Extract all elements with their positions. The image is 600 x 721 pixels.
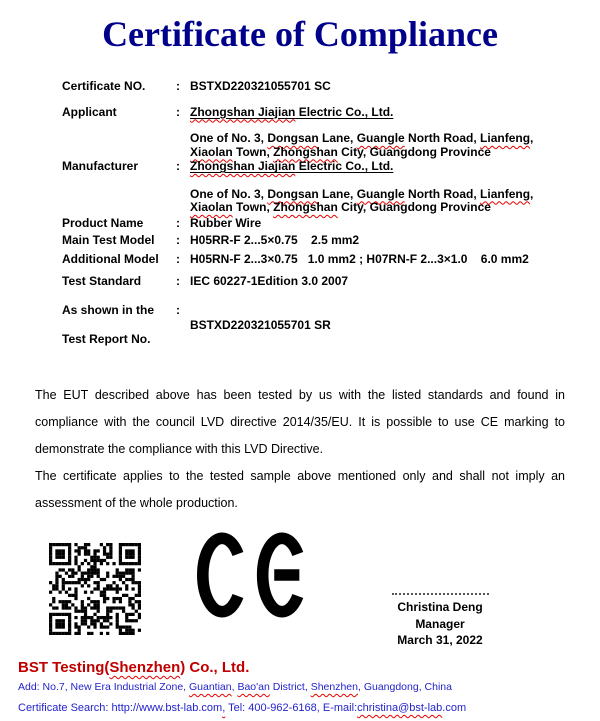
info-colon: : bbox=[176, 215, 180, 230]
info-value bbox=[190, 217, 600, 231]
info-row-test-report-no-value bbox=[62, 319, 600, 333]
text-segment: BSTXD220321055701 SR bbox=[190, 318, 331, 332]
info-row-manufacturer-address-line-2 bbox=[62, 201, 600, 215]
info-label bbox=[62, 201, 176, 215]
info-colon: : bbox=[176, 233, 180, 247]
info-row-test-standard bbox=[62, 275, 600, 289]
text-segment: Lane, bbox=[318, 131, 357, 145]
text-segment: BSTXD220321055701 SC bbox=[190, 79, 331, 93]
info-label: Main Test Model bbox=[62, 233, 155, 247]
text-segment: City, Guangdong Province bbox=[337, 200, 491, 214]
spellcheck-flagged-text: Zhongshan bbox=[273, 144, 338, 159]
info-row-product-name bbox=[62, 217, 600, 231]
qr-code-icon bbox=[49, 543, 141, 635]
statement-paragraph: The certificate applies to the tested sample above mentioned only and shall not imply an assessment of the whole production. bbox=[35, 469, 565, 510]
info-label bbox=[62, 319, 176, 333]
text-segment: Add: No.7, New Era Industrial Zone, bbox=[18, 681, 189, 693]
spellcheck-flagged-text: Lianfeng bbox=[480, 186, 531, 201]
text-segment: Certificate Search: http://www.bst-lab.com bbox=[18, 702, 223, 714]
info-value bbox=[190, 146, 600, 160]
signatory-name: Christina Deng bbox=[397, 600, 483, 614]
info-colon: : bbox=[176, 79, 180, 93]
info-label: Certificate NO. bbox=[62, 79, 146, 93]
info-label bbox=[62, 132, 176, 146]
info-value bbox=[190, 106, 600, 120]
info-row-applicant-address-line-2 bbox=[62, 146, 600, 160]
info-value bbox=[190, 253, 600, 267]
info-colon: : bbox=[176, 159, 180, 173]
info-value bbox=[190, 80, 600, 94]
info-row-test-report-no-label bbox=[62, 333, 600, 347]
text-segment: Lane, bbox=[318, 186, 357, 201]
footer-company-name bbox=[18, 659, 600, 677]
info-value bbox=[190, 319, 600, 333]
info-label: As shown in the bbox=[62, 302, 155, 317]
info-colon: : bbox=[176, 302, 180, 317]
statement-paragraph: The EUT described above has been tested by us with the listed standards and found in compliance with the council LVD directive 2014/35/EU. It is possible to use CE marking to demonstrate the compliance with this LVD Directive. bbox=[35, 388, 565, 456]
info-colon: : bbox=[176, 104, 180, 119]
spellcheck-flagged-text: Zhongshan bbox=[273, 200, 338, 214]
footer-address bbox=[18, 681, 600, 694]
spellcheck-flagged-text: Dongsan bbox=[267, 186, 319, 201]
info-row-manufacturer-address-line-1 bbox=[62, 188, 600, 202]
info-value bbox=[190, 132, 600, 146]
spellcheck-flagged-text: Zhongshan Jiajian bbox=[190, 104, 296, 119]
footer bbox=[18, 659, 600, 715]
spellcheck-flagged-text: Bao'an bbox=[237, 681, 270, 693]
info-label: Test Standard bbox=[62, 274, 142, 288]
text-segment: Electric Co., Ltd. bbox=[295, 104, 394, 119]
spellcheck-flagged-text: Xiaolan bbox=[190, 144, 233, 159]
info-value bbox=[190, 333, 600, 347]
info-row-applicant bbox=[62, 106, 600, 120]
info-label: Product Name bbox=[62, 215, 144, 230]
qr-code-pattern bbox=[49, 543, 141, 635]
footer-contact-line bbox=[18, 702, 600, 715]
info-colon: : bbox=[176, 274, 180, 288]
info-label: Applicant bbox=[62, 104, 117, 119]
info-value bbox=[190, 304, 600, 318]
signatory-role: Manager bbox=[415, 616, 465, 631]
spellcheck-flagged-text: Guangle bbox=[356, 186, 405, 201]
info-row-certificate-no bbox=[62, 80, 600, 94]
text-segment: H05RR-F 2...5×0.75 2.5 mm2 bbox=[190, 233, 360, 247]
text-segment: BST Testing( bbox=[18, 659, 110, 676]
text-segment: , bbox=[530, 131, 534, 145]
info-colon bbox=[176, 333, 190, 347]
text-segment: , bbox=[231, 681, 238, 693]
info-label: Additional Model bbox=[62, 251, 159, 266]
info-value bbox=[190, 188, 600, 202]
text-segment: IEC 60227-1Edition 3.0 2007 bbox=[190, 274, 349, 288]
info-value bbox=[190, 234, 600, 248]
text-segment: , Guangdong, China bbox=[357, 681, 452, 693]
spellcheck-flagged-text: Lianfeng bbox=[480, 131, 531, 145]
text-segment: One of No. 3, bbox=[190, 131, 268, 145]
text-segment: Electric Co., Ltd. bbox=[295, 159, 394, 173]
signature-dotted-line bbox=[392, 593, 489, 595]
text-segment: Tel: 400-962-6168, E-mail: bbox=[225, 702, 358, 714]
info-label: Manufacturer bbox=[62, 159, 139, 173]
spellcheck-flagged-text: Guangle bbox=[356, 131, 405, 145]
text-segment: Town, bbox=[232, 200, 274, 214]
info-row-applicant-address-line-1 bbox=[62, 132, 600, 146]
info-label: Test Report No. bbox=[62, 331, 151, 346]
certificate-statement bbox=[35, 382, 565, 517]
info-colon bbox=[176, 132, 190, 146]
text-segment: City, Guangdong Province bbox=[337, 144, 491, 159]
text-segment: , bbox=[530, 186, 534, 201]
info-row-additional-model bbox=[62, 253, 600, 267]
text-segment: District, bbox=[269, 681, 311, 693]
info-label bbox=[62, 188, 176, 202]
text-segment: North Road, bbox=[404, 131, 481, 145]
text-segment: Town, bbox=[232, 144, 274, 159]
spellcheck-flagged-text: Shenzhen bbox=[109, 659, 181, 676]
text-segment: H05RN-F 2...3×0.75 1.0 mm2 ; H07RN-F 2...3×1.0 6.0 mm2 bbox=[190, 251, 529, 266]
text-segment: .com bbox=[442, 702, 467, 714]
spellcheck-flagged-text: Guantian bbox=[189, 681, 232, 693]
info-colon: : bbox=[176, 251, 180, 266]
spellcheck-flagged-text: Zhongshan Jiajian bbox=[190, 159, 296, 173]
info-colon bbox=[176, 319, 190, 333]
certificate-info-table bbox=[62, 80, 600, 346]
info-row-as-shown-in-the bbox=[62, 304, 600, 318]
info-value bbox=[190, 275, 600, 289]
text-segment: ) Co., Ltd. bbox=[180, 659, 250, 676]
certificate-title: Certificate of Compliance bbox=[102, 14, 498, 54]
info-row-main-test-model bbox=[62, 234, 600, 248]
spellcheck-flagged-text: christina@bst-lab bbox=[357, 702, 443, 714]
info-value bbox=[190, 201, 600, 215]
info-row-manufacturer bbox=[62, 160, 600, 174]
spellcheck-flagged-text: , bbox=[222, 702, 226, 714]
signature-block bbox=[365, 593, 515, 649]
info-value bbox=[190, 160, 600, 174]
info-colon bbox=[176, 188, 190, 202]
logos-row bbox=[0, 517, 600, 659]
info-colon bbox=[176, 146, 190, 160]
signature-date: March 31, 2022 bbox=[397, 633, 483, 647]
info-label bbox=[62, 146, 176, 160]
text-segment: One of No. 3, bbox=[190, 186, 268, 201]
spellcheck-flagged-text: Dongsan bbox=[267, 131, 319, 145]
ce-mark-icon bbox=[197, 531, 309, 619]
text-segment: North Road, bbox=[404, 186, 481, 201]
spellcheck-flagged-text: Shenzhen bbox=[310, 681, 358, 693]
info-colon bbox=[176, 201, 190, 215]
text-segment: Rubber Wire bbox=[190, 215, 262, 230]
spellcheck-flagged-text: Xiaolan bbox=[190, 200, 233, 214]
